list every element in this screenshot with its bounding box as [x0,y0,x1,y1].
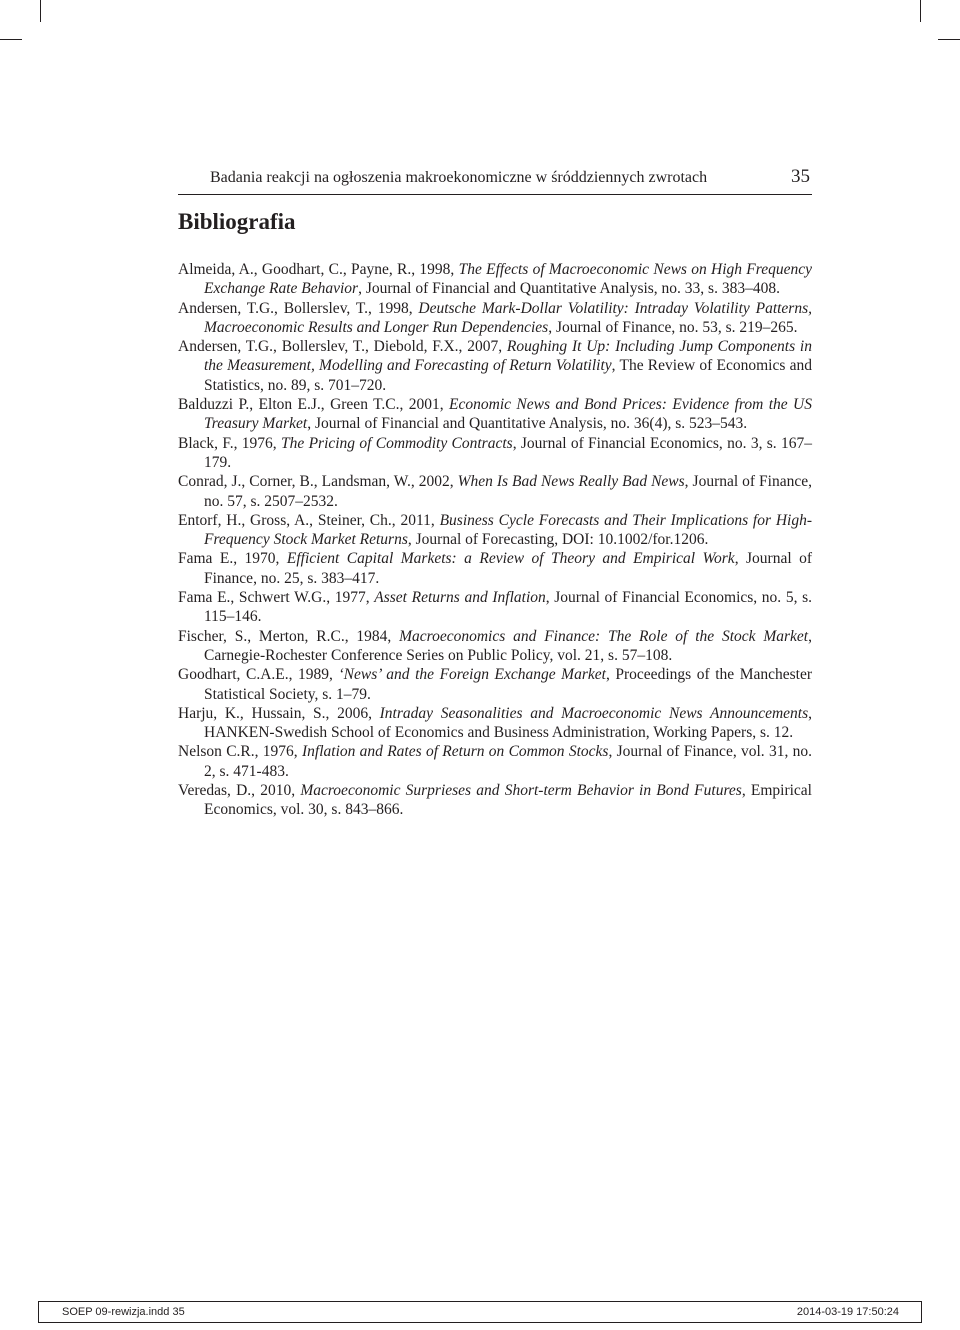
reference-title: Asset Returns and Inflation [374,589,546,607]
reference-authors: Fama E., 1970, [178,550,287,568]
reference-authors: Goodhart, C.A.E., 1989, [178,666,339,684]
reference-entry [178,395,812,434]
reference-entry [178,299,812,338]
reference-title: Deutsche Mark-Dollar Volatility: Intraday Volatility Patterns, Macroeconomic Results and Longer Run Dependencies [204,299,812,336]
reference-title: The Effects of Macroeconomic News on High Frequency Exchange Rate Behavior [204,261,812,298]
reference-entry [178,742,812,781]
reference-authors: Andersen, T.G., Bollerslev, T., 1998, [178,299,419,317]
reference-entry [178,260,812,299]
reference-source: , Journal of Forecasting, DOI: 10.1002/for.1206. [407,531,709,549]
reference-entry [178,704,812,743]
reference-entry [178,665,812,704]
reference-entry [178,627,812,666]
reference-entry [178,549,812,588]
reference-title: Roughing It Up: Including Jump Components in the Measurement, Modelling and Forecasting of Return Volatility [204,338,812,375]
print-slug [38,1301,922,1323]
reference-entry [178,781,812,820]
running-header [178,166,812,195]
reference-authors: Almeida, A., Goodhart, C., Payne, R., 1998, [178,261,459,278]
crop-mark [920,0,921,22]
reference-title: Intraday Seasonalities and Macroeconomic News Announcements [379,704,809,722]
reference-title: Macroeconomic Surprieses and Short-term Behavior in Bond Futures [300,782,742,800]
reference-authors: Entorf, H., Gross, A., Steiner, Ch., 2011, [178,511,440,529]
reference-title: Inflation and Rates of Return on Common Stocks [301,743,609,761]
reference-authors: Harju, K., Hussain, S., 2006, [178,704,380,722]
reference-authors: Fischer, S., Merton, R.C., 1984, [178,627,400,645]
reference-entry [178,511,812,550]
reference-title: Economic News and Bond Prices: Evidence from the US Treasury Market [204,396,812,433]
reference-entry [178,434,812,473]
reference-source: , HANKEN-Swedish School of Economics and Business Administration, Working Papers, s. 12. [204,704,812,742]
reference-source: , Journal of Finance, no. 57, s. 2507–2532. [204,473,812,510]
running-title: Badania reakcji na ogłoszenia makroekonomiczne w śróddziennych zwrotach [210,169,708,186]
reference-entry [178,588,812,627]
crop-mark [938,39,960,40]
reference-authors: Veredas, D., 2010, [178,782,301,800]
reference-source: , Journal of Finance, no. 25, s. 383–417. [204,550,812,587]
reference-authors: Fama E., Schwert W.G., 1977, [178,589,375,607]
reference-title: ‘News’ and the Foreign Exchange Market [338,666,606,684]
reference-source: , Journal of Financial Economics, no. 5, s. 115–146. [204,589,812,626]
reference-source: , Journal of Financial Economics, no. 3, s. 167–179. [204,434,812,471]
slug-filename: SOEP 09-rewizja.indd 35 [62,1306,185,1318]
reference-source: , Journal of Finance, no. 53, s. 219–265. [548,318,798,336]
section-title: Bibliografia [178,209,296,234]
reference-source: , Journal of Financial and Quantitative Analysis, no. 33, s. 383–408. [358,280,780,298]
reference-title: When Is Bad News Really Bad News [457,473,685,491]
reference-source: , Empirical Economics, vol. 30, s. 843–866. [204,782,812,819]
reference-authors: Balduzzi P., Elton E.J., Green T.C., 2001, [178,396,450,414]
reference-authors: Andersen, T.G., Bollerslev, T., Diebold, F.X., 2007, [178,338,507,356]
reference-source: , The Review of Economics and Statistics, no. 89, s. 701–720. [204,357,812,394]
page-number: 35 [791,166,810,187]
reference-entry [178,472,812,511]
reference-entry [178,337,812,395]
reference-source: , Proceedings of the Manchester Statistical Society, s. 1–79. [204,666,813,703]
reference-source: , Carnegie-Rochester Conference Series on Public Policy, vol. 21, s. 57–108. [204,627,812,664]
reference-title: The Pricing of Commodity Contracts [281,434,513,452]
reference-source: , Journal of Finance, vol. 31, no. 2, s. 471-483. [204,743,813,780]
reference-authors: Nelson C.R., 1976, [178,743,302,761]
reference-list [178,260,812,820]
reference-authors: Black, F., 1976, [178,434,281,452]
reference-title: Efficient Capital Markets: a Review of Theory and Empirical Work [286,550,735,568]
crop-mark [0,39,22,40]
reference-authors: Conrad, J., Corner, B., Landsman, W., 2002, [178,473,458,491]
slug-timestamp: 2014-03-19 17:50:24 [796,1306,899,1318]
reference-source: , Journal of Financial and Quantitative Analysis, no. 36(4), s. 523–543. [307,415,748,433]
reference-title: Business Cycle Forecasts and Their Implications for High-Frequency Stock Market Returns [204,511,812,549]
crop-mark [40,0,41,22]
reference-title: Macroeconomics and Finance: The Role of the Stock Market [399,627,809,645]
